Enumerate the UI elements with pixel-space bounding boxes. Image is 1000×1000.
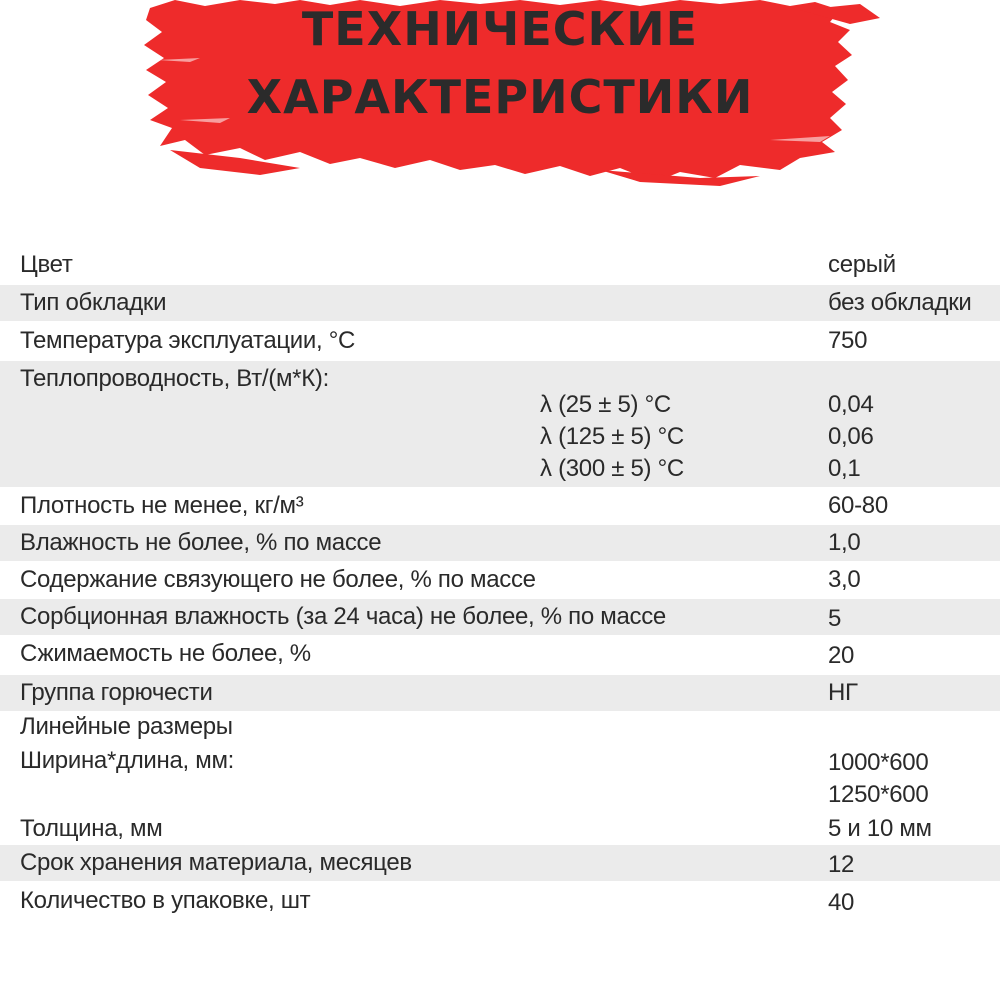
conductivity-sub-label: λ (25 ± 5) °С	[540, 391, 671, 418]
conductivity-sub-label: λ (125 ± 5) °С	[540, 423, 684, 450]
thickness-label: Толщина, мм	[20, 815, 163, 842]
spec-label: Температура эксплуатации, °С	[20, 327, 356, 354]
spec-label: Цвет	[20, 251, 73, 278]
spec-label: Влажность не более, % по массе	[20, 529, 382, 556]
spec-value: 1,0	[828, 529, 861, 556]
table-row-color	[0, 247, 1000, 283]
table-row-density	[0, 489, 1000, 523]
size-value: 1000*600	[828, 749, 929, 776]
spec-value: НГ	[828, 679, 858, 706]
table-row-lining	[0, 285, 1000, 321]
spec-value: 40	[828, 889, 855, 916]
conductivity-sub-label: λ (300 ± 5) °С	[540, 455, 684, 482]
conductivity-sub-value: 0,06	[828, 423, 874, 450]
spec-value: 60-80	[828, 492, 888, 519]
spec-label: Теплопроводность, Вт/(м*К):	[20, 365, 329, 392]
banner-title-line2: ХАРАКТЕРИСТИКИ	[246, 70, 754, 124]
spec-label: Группа горючести	[20, 679, 213, 706]
spec-label: Содержание связующего не более, % по массе	[20, 566, 536, 593]
spec-value: серый	[828, 251, 896, 278]
size-value: 1250*600	[828, 781, 929, 808]
table-row-flammability	[0, 675, 1000, 711]
table-row-quantity	[0, 883, 1000, 919]
spec-label: Линейные размеры	[20, 713, 233, 740]
thickness-value: 5 и 10 мм	[828, 815, 932, 842]
table-row-humidity	[0, 525, 1000, 561]
table-row-conductivity	[0, 361, 1000, 487]
banner-title-line1: ТЕХНИЧЕСКИЕ	[301, 2, 699, 56]
table-row-sorption	[0, 599, 1000, 635]
spec-value: 750	[828, 327, 868, 354]
conductivity-sub-value: 0,04	[828, 391, 874, 418]
spec-value: 12	[828, 851, 855, 878]
spec-value: без обкладки	[828, 289, 972, 316]
table-row-binder	[0, 563, 1000, 597]
spec-label: Количество в упаковке, шт	[20, 887, 311, 914]
size-label: Ширина*длина, мм:	[20, 747, 235, 774]
table-row-dimensions	[0, 713, 1000, 843]
title-banner	[0, 0, 1000, 200]
spec-value: 20	[828, 642, 855, 669]
spec-value: 5	[828, 605, 842, 632]
spec-label: Срок хранения материала, месяцев	[20, 849, 412, 876]
spec-label: Тип обкладки	[20, 289, 167, 316]
table-row-shelf-life	[0, 845, 1000, 881]
spec-label: Сжимаемость не более, %	[20, 640, 311, 667]
spec-value: 3,0	[828, 566, 861, 593]
spec-label: Сорбционная влажность (за 24 часа) не более, % по массе	[20, 603, 666, 630]
table-row-compressibility	[0, 637, 1000, 673]
conductivity-sub-value: 0,1	[828, 455, 861, 482]
spec-label: Плотность не менее, кг/м³	[20, 492, 304, 519]
table-row-temperature	[0, 323, 1000, 359]
